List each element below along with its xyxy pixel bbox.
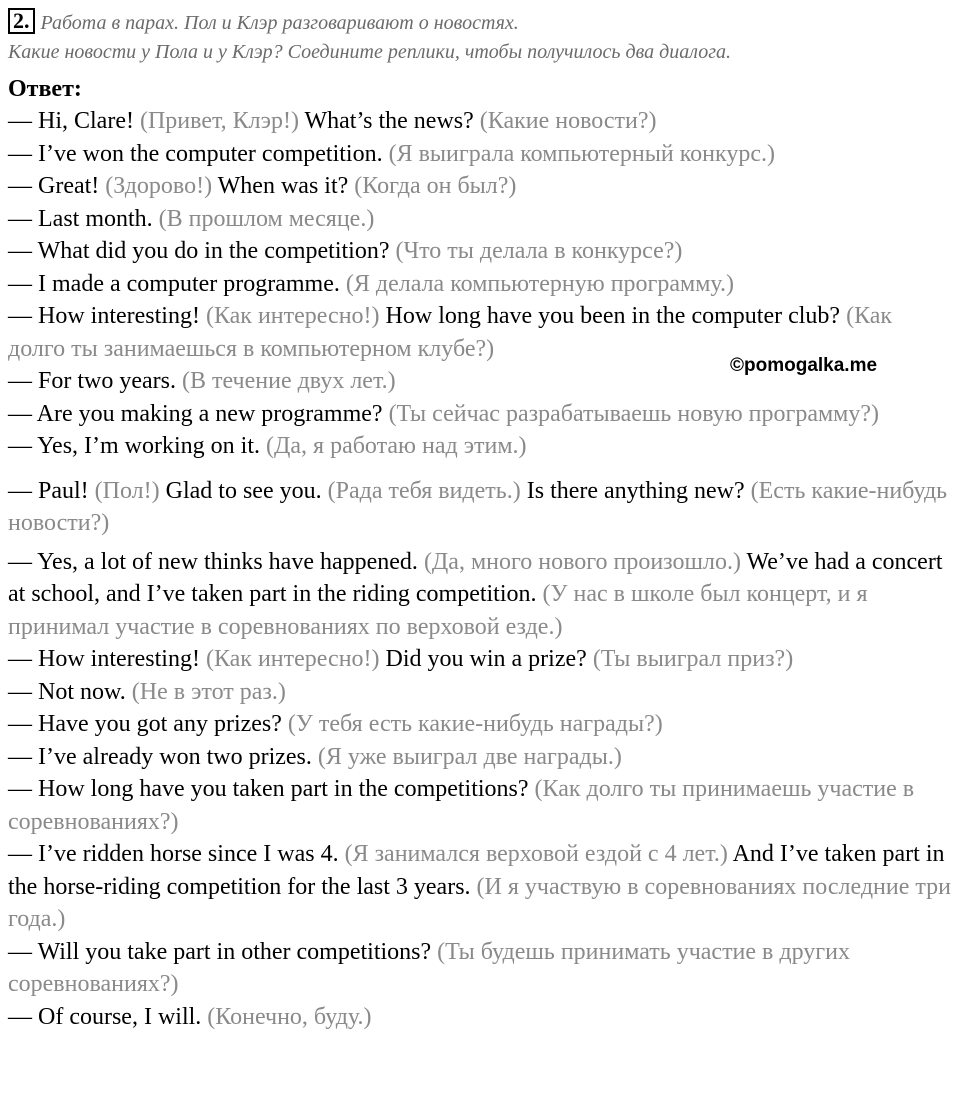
dialogue-line: — Are you making a new programme? (Ты сейчас разрабатываешь новую программу?) <box>8 400 879 427</box>
task-instruction-2: Какие новости у Пола и у Клэр? Соедините реплики, чтобы получилось два диалога. <box>8 41 732 63</box>
answer-label: Ответ: <box>8 76 82 102</box>
dialogue-2 <box>8 475 952 1034</box>
dialogue-line: — I’ve already won two prizes. (Я уже выиграл две награды.) <box>8 743 622 770</box>
dialogue-line: — What did you do in the competition? (Что ты делала в конкурсе?) <box>8 238 683 264</box>
dialogue-line: — Of course, I will. (Конечно, буду.) <box>8 1003 372 1030</box>
dialogue-separator <box>8 463 952 475</box>
task-number: 2. <box>8 8 35 34</box>
dialogue-line: — For two years. (В течение двух лет.) <box>8 368 396 394</box>
dialogue-line: — Not now. (Не в этот раз.) <box>8 678 286 705</box>
dialogue-line: — How interesting! (Как интересно!) Did you win a prize? (Ты выиграл приз?) <box>8 646 794 672</box>
dialogue-line: — Last month. (В прошлом месяце.) <box>8 205 375 232</box>
dialogue-line: — I’ve won the computer competition. (Я выиграла компьютерный конкурс.) <box>8 140 775 167</box>
dialogue-line: — Hi, Clare! (Привет, Клэр!) What’s the news? (Какие новости?) <box>8 108 657 134</box>
dialogue-line: — Will you take part in other competitions? (Ты будешь принимать участие в других соревнованиях?) <box>8 938 850 997</box>
dialogue-line: — Yes, I’m working on it. (Да, я работаю над этим.) <box>8 433 527 459</box>
dialogue-line: — Great! (Здорово!) When was it? (Когда он был?) <box>8 173 517 199</box>
exercise-page <box>8 8 952 1033</box>
dialogue-line: — Paul! (Пол!) Glad to see you. (Рада тебя видеть.) Is there anything new? (Есть какие-нибудь новости?) <box>8 477 948 536</box>
dialogue-line: — How interesting! (Как интересно!) How long have you been in the computer club? (Как долго ты занимаешься в компьютерном клубе?) <box>8 303 893 362</box>
dialogue-line: — I’ve ridden horse since I was 4. (Я занимался верховой ездой с 4 лет.) And I’ve taken part in the horse-riding competition for the last 3 years. (И я участвую в соревнованиях последние три года.) <box>8 841 952 932</box>
watermark: ©pomogalka.me <box>730 355 878 376</box>
dialogue-line: — Have you got any prizes? (У тебя есть какие-нибудь награды?) <box>8 711 663 737</box>
task-instruction-1: Работа в парах. Пол и Клэр разговаривают о новостях. <box>40 12 519 34</box>
dialogue-line: — Yes, a lot of new thinks have happened. (Да, много нового произошло.) We’ve had a concert at school, and I’ve taken part in the riding competition. (У нас в школе был концерт, и я принимал участие в соревнованиях по верховой езде.) <box>8 548 943 640</box>
task-header <box>8 8 952 67</box>
dialogue-1 <box>8 105 952 463</box>
dialogue-line: — How long have you taken part in the competitions? (Как долго ты принимаешь участие в соревнованиях?) <box>8 776 915 835</box>
dialogue-line: — I made a computer programme. (Я делала компьютерную программу.) <box>8 270 734 297</box>
